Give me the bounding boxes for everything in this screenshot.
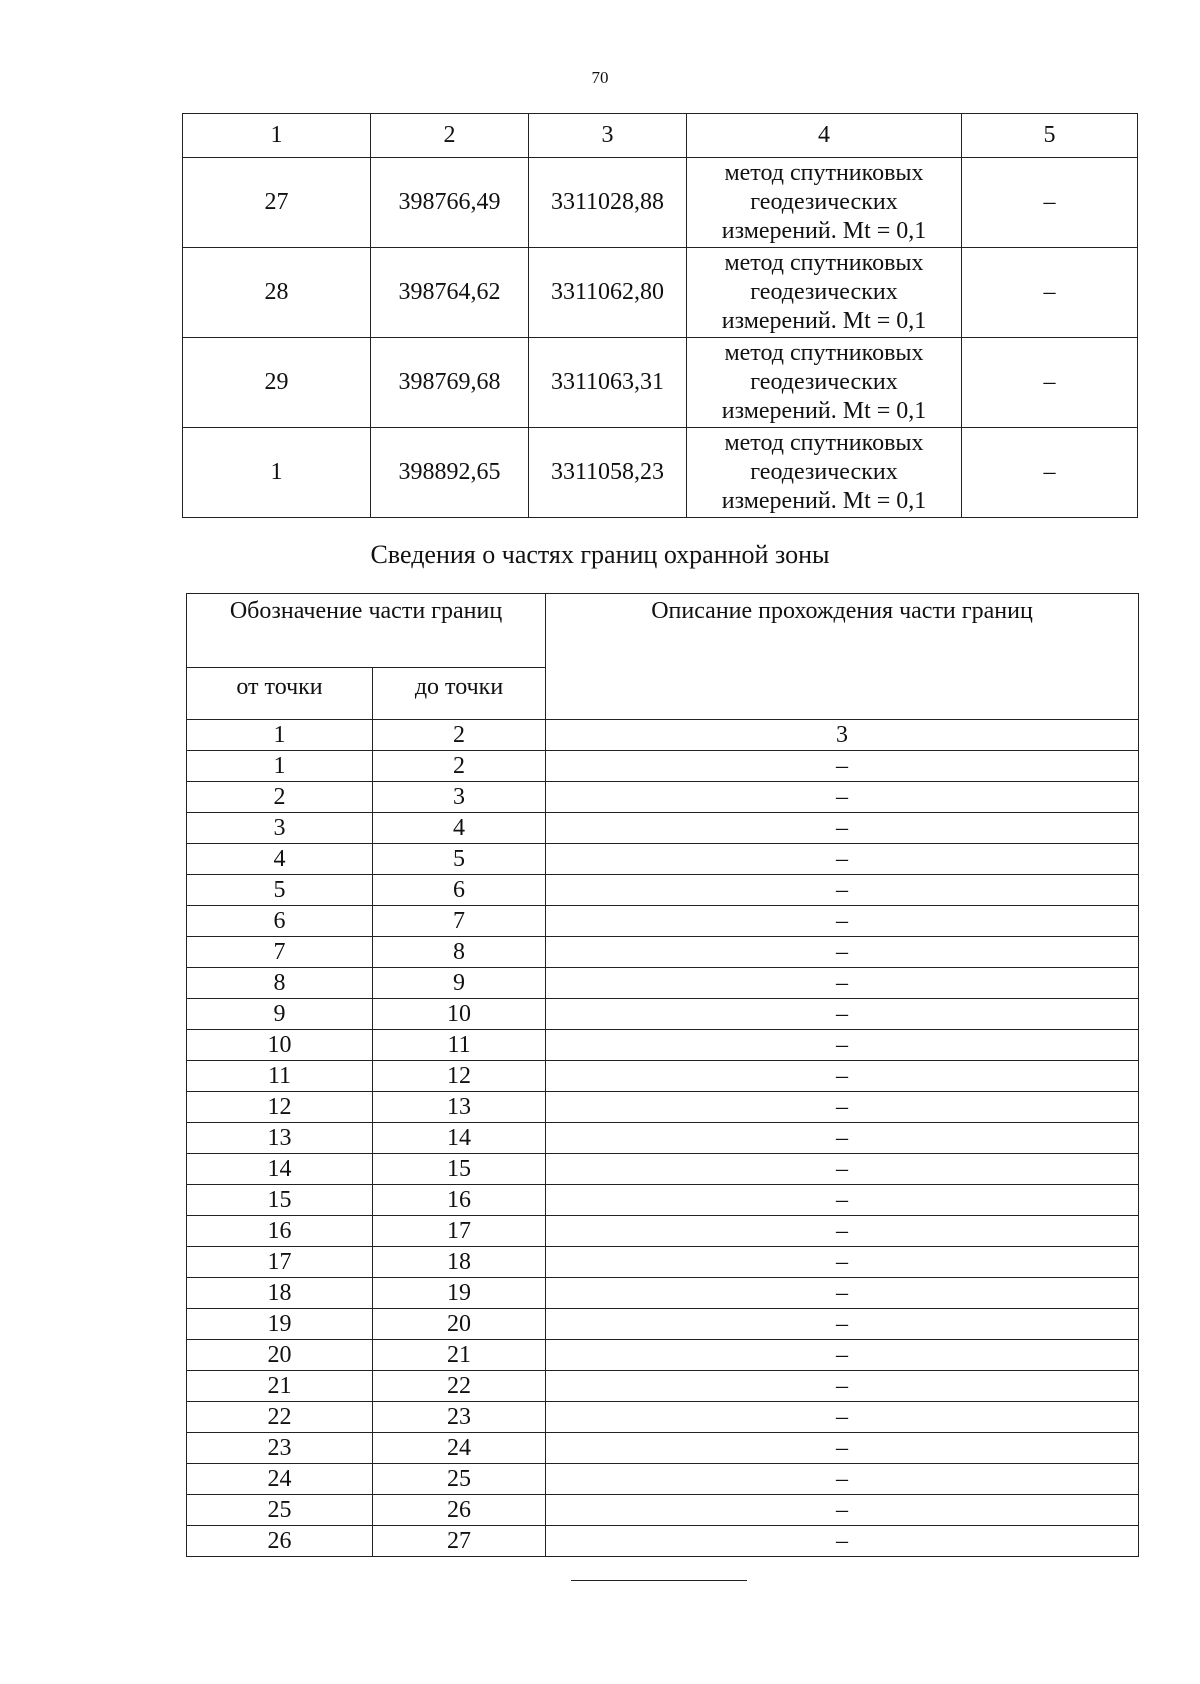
table-header-row: [187, 594, 1139, 668]
table-row: [187, 875, 1139, 906]
column-number-row: [187, 720, 1139, 751]
point-cell: 27: [183, 158, 371, 248]
method-cell: [687, 338, 962, 428]
table-row: [187, 1216, 1139, 1247]
from-point-cell: 7: [187, 937, 373, 968]
point-cell: 1: [183, 428, 371, 518]
from-point-cell: 5: [187, 875, 373, 906]
header-description-cell: Описание прохождения части границ: [546, 594, 1139, 720]
from-point-cell: 3: [187, 813, 373, 844]
method-line: метод спутниковых: [724, 340, 924, 366]
method-line: измерений. Mt = 0,1: [721, 488, 927, 514]
note-cell: –: [962, 158, 1138, 248]
from-point-cell: 6: [187, 906, 373, 937]
header-group-cell: Обозначение части границ: [187, 594, 546, 668]
from-point-cell: 14: [187, 1154, 373, 1185]
table-row: [187, 937, 1139, 968]
table-row: [187, 1185, 1139, 1216]
description-cell: –: [546, 1433, 1139, 1464]
description-cell: –: [546, 999, 1139, 1030]
table-row: [183, 338, 1138, 428]
description-cell: –: [546, 968, 1139, 999]
method-line: метод спутниковых: [724, 160, 924, 186]
from-point-cell: 25: [187, 1495, 373, 1526]
description-cell: –: [546, 751, 1139, 782]
description-cell: –: [546, 875, 1139, 906]
header-to-cell: до точки: [373, 668, 546, 720]
header-from-cell: от точки: [187, 668, 373, 720]
y-coordinate-cell: 3311063,31: [529, 338, 687, 428]
description-cell: –: [546, 844, 1139, 875]
page-number: 70: [591, 68, 609, 87]
method-line: геодезических: [750, 189, 898, 215]
method-line: геодезических: [750, 459, 898, 485]
section-title: Сведения о частях границ охранной зоны: [370, 540, 830, 569]
note-cell: –: [962, 338, 1138, 428]
to-point-cell: 8: [373, 937, 546, 968]
column-number-cell: 2: [373, 720, 546, 751]
header-cell: 1: [183, 114, 371, 158]
table-row: [187, 1092, 1139, 1123]
table-row: [187, 1154, 1139, 1185]
description-cell: –: [546, 1309, 1139, 1340]
to-point-cell: 9: [373, 968, 546, 999]
from-point-cell: 24: [187, 1464, 373, 1495]
description-cell: –: [546, 1371, 1139, 1402]
table-row: [187, 751, 1139, 782]
from-point-cell: 23: [187, 1433, 373, 1464]
header-cell: 4: [687, 114, 962, 158]
description-cell: –: [546, 937, 1139, 968]
column-number-cell: 1: [187, 720, 373, 751]
to-point-cell: 15: [373, 1154, 546, 1185]
table-row: [187, 1030, 1139, 1061]
description-cell: –: [546, 782, 1139, 813]
to-point-cell: 20: [373, 1309, 546, 1340]
table-row: [187, 1123, 1139, 1154]
method-line: измерений. Mt = 0,1: [721, 308, 927, 334]
method-cell: [687, 158, 962, 248]
table-row: [187, 782, 1139, 813]
from-point-cell: 26: [187, 1526, 373, 1557]
description-cell: –: [546, 1061, 1139, 1092]
description-cell: –: [546, 1340, 1139, 1371]
method-line: метод спутниковых: [724, 250, 924, 276]
description-cell: –: [546, 1402, 1139, 1433]
from-point-cell: 20: [187, 1340, 373, 1371]
description-cell: –: [546, 1123, 1139, 1154]
to-point-cell: 26: [373, 1495, 546, 1526]
to-point-cell: 18: [373, 1247, 546, 1278]
description-cell: –: [546, 1247, 1139, 1278]
description-cell: –: [546, 1154, 1139, 1185]
from-point-cell: 12: [187, 1092, 373, 1123]
table-row: [183, 248, 1138, 338]
method-cell: [687, 248, 962, 338]
from-point-cell: 21: [187, 1371, 373, 1402]
table-row: [187, 1495, 1139, 1526]
to-point-cell: 7: [373, 906, 546, 937]
point-cell: 29: [183, 338, 371, 428]
footer-divider: [571, 1580, 747, 1581]
to-point-cell: 16: [373, 1185, 546, 1216]
table-row: [187, 1061, 1139, 1092]
to-point-cell: 6: [373, 875, 546, 906]
header-cell: 3: [529, 114, 687, 158]
to-point-cell: 25: [373, 1464, 546, 1495]
table-row: [187, 1247, 1139, 1278]
description-cell: –: [546, 1464, 1139, 1495]
to-point-cell: 27: [373, 1526, 546, 1557]
to-point-cell: 11: [373, 1030, 546, 1061]
to-point-cell: 10: [373, 999, 546, 1030]
column-number-cell: 3: [546, 720, 1139, 751]
table-row: [187, 1309, 1139, 1340]
method-line: метод спутниковых: [724, 430, 924, 456]
table-row: [187, 968, 1139, 999]
header-cell: 2: [371, 114, 529, 158]
to-point-cell: 2: [373, 751, 546, 782]
to-point-cell: 5: [373, 844, 546, 875]
point-cell: 28: [183, 248, 371, 338]
from-point-cell: 16: [187, 1216, 373, 1247]
boundary-parts-table: [186, 593, 1139, 1557]
to-point-cell: 21: [373, 1340, 546, 1371]
from-point-cell: 15: [187, 1185, 373, 1216]
note-cell: –: [962, 248, 1138, 338]
from-point-cell: 22: [187, 1402, 373, 1433]
from-point-cell: 19: [187, 1309, 373, 1340]
to-point-cell: 22: [373, 1371, 546, 1402]
description-cell: –: [546, 1216, 1139, 1247]
to-point-cell: 23: [373, 1402, 546, 1433]
description-cell: –: [546, 1526, 1139, 1557]
note-cell: –: [962, 428, 1138, 518]
from-point-cell: 4: [187, 844, 373, 875]
description-cell: –: [546, 1092, 1139, 1123]
to-point-cell: 24: [373, 1433, 546, 1464]
method-line: измерений. Mt = 0,1: [721, 398, 927, 424]
description-cell: –: [546, 1185, 1139, 1216]
description-cell: –: [546, 1495, 1139, 1526]
table-row: [187, 906, 1139, 937]
x-coordinate-cell: 398766,49: [371, 158, 529, 248]
to-point-cell: 14: [373, 1123, 546, 1154]
description-cell: –: [546, 906, 1139, 937]
table-header-row: [183, 114, 1138, 158]
table-row: [187, 1402, 1139, 1433]
method-line: измерений. Mt = 0,1: [721, 218, 927, 244]
to-point-cell: 17: [373, 1216, 546, 1247]
from-point-cell: 18: [187, 1278, 373, 1309]
to-point-cell: 4: [373, 813, 546, 844]
from-point-cell: 11: [187, 1061, 373, 1092]
y-coordinate-cell: 3311058,23: [529, 428, 687, 518]
coordinates-table: [182, 113, 1138, 518]
description-cell: –: [546, 1030, 1139, 1061]
from-point-cell: 2: [187, 782, 373, 813]
table-row: [187, 1371, 1139, 1402]
y-coordinate-cell: 3311028,88: [529, 158, 687, 248]
method-cell: [687, 428, 962, 518]
table-row: [187, 1340, 1139, 1371]
to-point-cell: 3: [373, 782, 546, 813]
description-cell: –: [546, 1278, 1139, 1309]
table-row: [187, 813, 1139, 844]
x-coordinate-cell: 398764,62: [371, 248, 529, 338]
to-point-cell: 13: [373, 1092, 546, 1123]
table-row: [187, 1464, 1139, 1495]
method-line: геодезических: [750, 279, 898, 305]
x-coordinate-cell: 398892,65: [371, 428, 529, 518]
from-point-cell: 13: [187, 1123, 373, 1154]
boundary-parts-body: [187, 751, 1139, 1557]
table-row: [183, 428, 1138, 518]
from-point-cell: 1: [187, 751, 373, 782]
from-point-cell: 17: [187, 1247, 373, 1278]
from-point-cell: 10: [187, 1030, 373, 1061]
description-cell: –: [546, 813, 1139, 844]
table-row: [187, 844, 1139, 875]
table-row: [187, 1278, 1139, 1309]
y-coordinate-cell: 3311062,80: [529, 248, 687, 338]
table-row: [187, 1433, 1139, 1464]
method-line: геодезических: [750, 369, 898, 395]
table-row: [187, 1526, 1139, 1557]
from-point-cell: 9: [187, 999, 373, 1030]
header-cell: 5: [962, 114, 1138, 158]
table-row: [187, 999, 1139, 1030]
from-point-cell: 8: [187, 968, 373, 999]
x-coordinate-cell: 398769,68: [371, 338, 529, 428]
to-point-cell: 12: [373, 1061, 546, 1092]
to-point-cell: 19: [373, 1278, 546, 1309]
table-row: [183, 158, 1138, 248]
